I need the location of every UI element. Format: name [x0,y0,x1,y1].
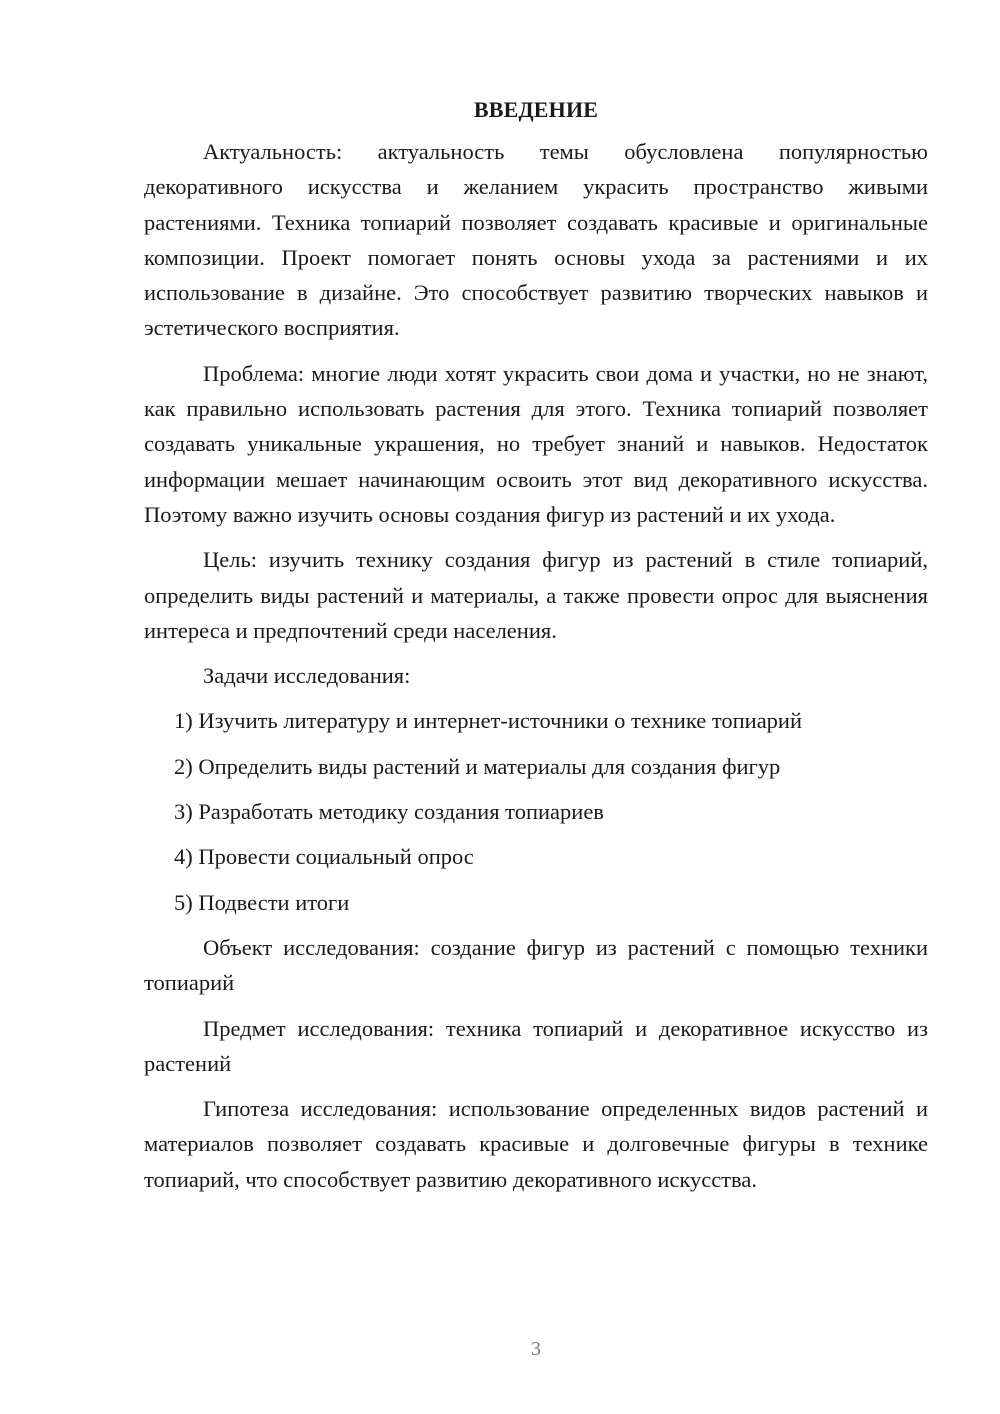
tasks-list [144,703,928,919]
subject-paragraph: Предмет исследования: техника топиарий и декоративное искусство из растений [144,1015,928,1076]
problem-paragraph: Проблема: многие люди хотят украсить свои дома и участки, но не знают, как правильно использовать растения для этого. Техника топиарий позволяет создавать уникальные украшения, но требует знаний и навыков. Недостаток информации мешает начинающим освоить этот вид декоративного искусства. Поэтому важно изучить основы создания фигур из растений и их ухода. [144,360,928,527]
task-item: 2) Определить виды растений и материалы для создания фигур [174,753,781,779]
task-item: 3) Разработать методику создания топиариев [174,799,604,825]
task-item: 5) Подвести итоги [174,889,350,915]
task-item: 4) Провести социальный опрос [174,844,474,870]
page-title: ВВЕДЕНИЕ [473,97,599,122]
hypothesis-paragraph: Гипотеза исследования: использование определенных видов растений и материалов позволяет создавать красивые и долговечные фигуры в технике топиарий, что способствует развитию декоративного искусства. [144,1096,928,1192]
goal-paragraph: Цель: изучить технику создания фигур из растений в стиле топиарий, определить виды растений и материалы, а также провести опрос для выяснения интереса и предпочтений среди населения. [144,547,928,643]
task-item: 1) Изучить литературу и интернет-источники о технике топиарий [174,708,803,734]
page-content [144,92,928,1207]
tasks-heading: Задачи исследования: [203,663,411,689]
relevance-paragraph: Актуальность: актуальность темы обусловлена популярностью декоративного искусства и желанием украсить пространство живыми растениями. Техника топиарий позволяет создавать красивые и оригинальные композиции. Проект помогает понять основы ухода за растениями и их использование в дизайне. Это способствует развитию творческих навыков и эстетического восприятия. [144,139,928,341]
object-paragraph: Объект исследования: создание фигур из растений с помощью техники топиарий [144,934,928,996]
page-number: 3 [531,1338,541,1360]
